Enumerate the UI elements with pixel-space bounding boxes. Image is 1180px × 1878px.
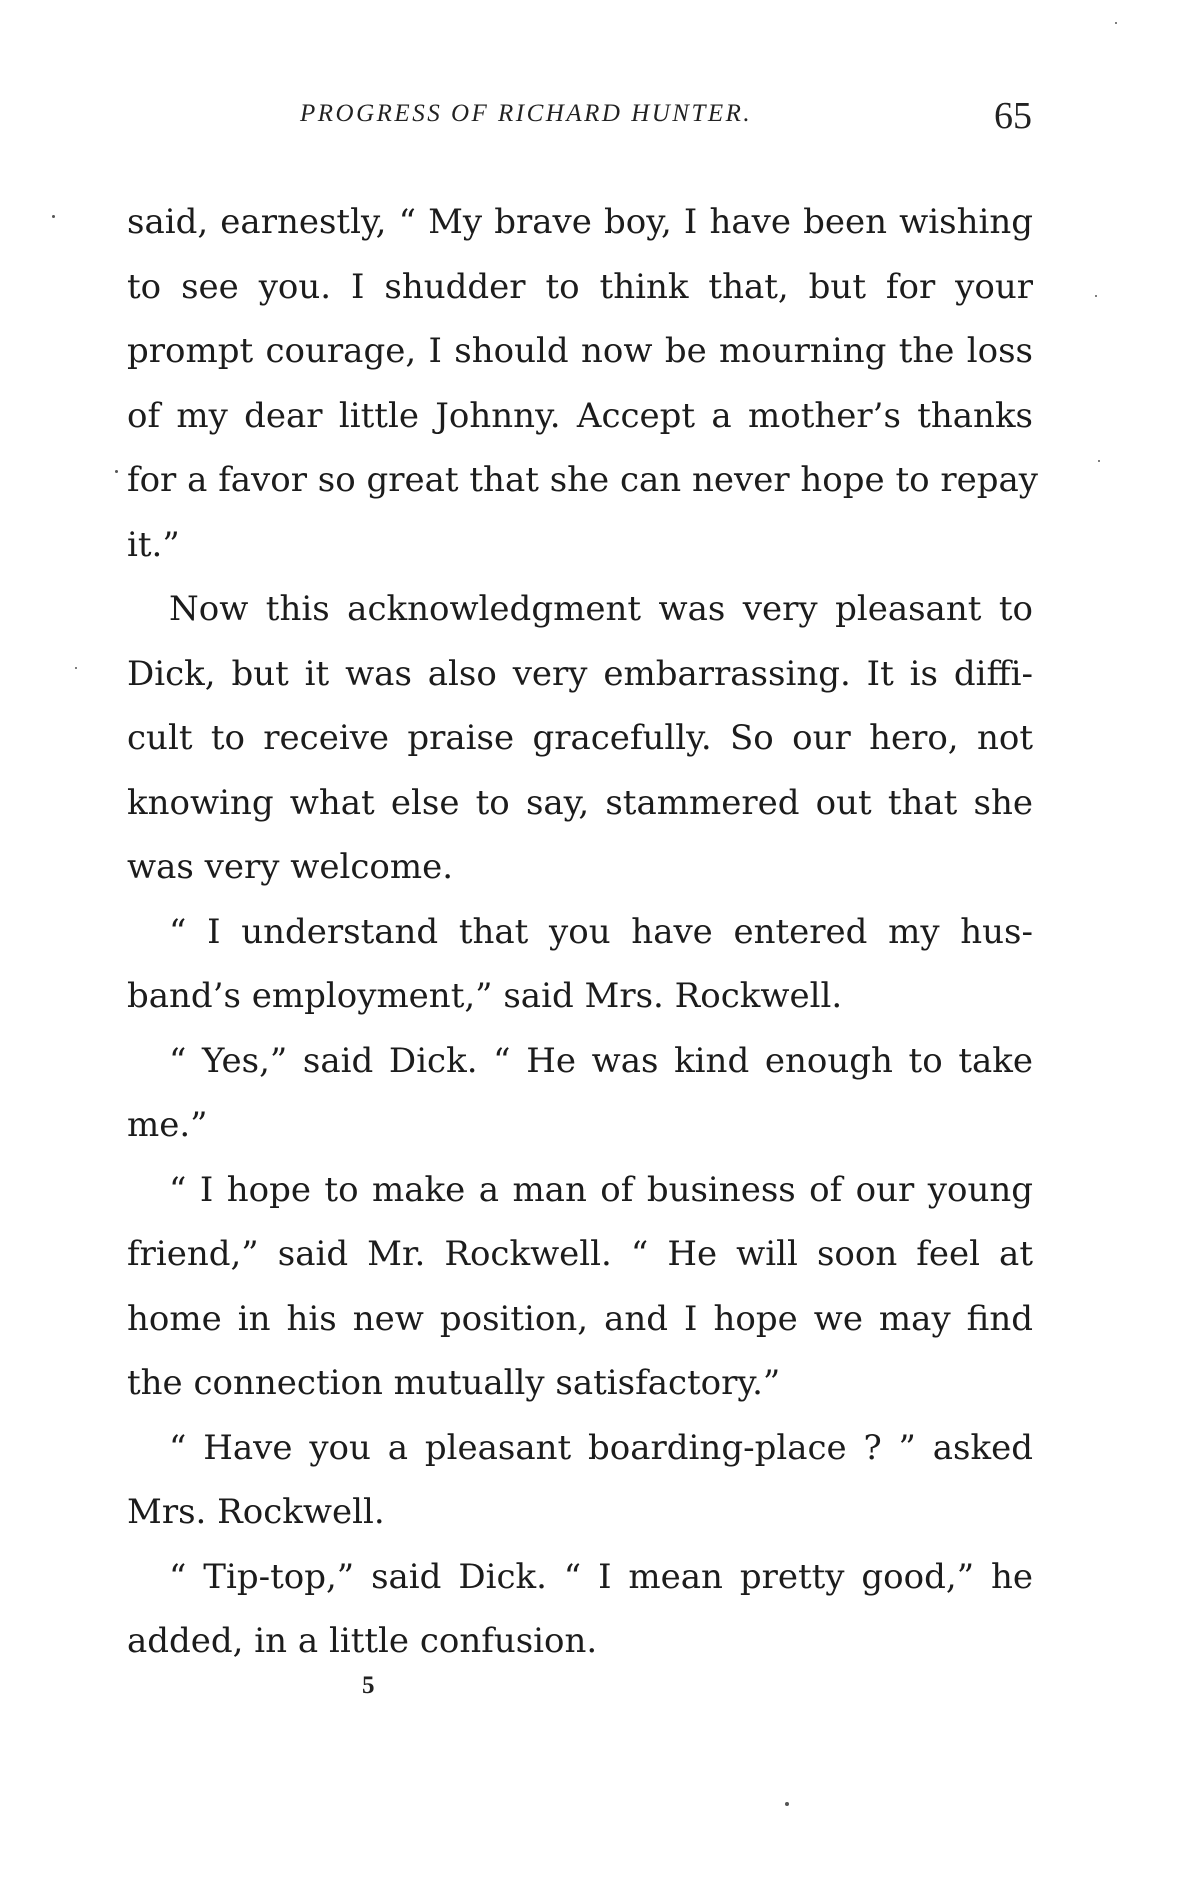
signature-mark: 5 <box>362 1672 375 1699</box>
text-line <box>127 706 1033 771</box>
text-line-content: it.” <box>127 524 180 565</box>
text-line-content: knowing what else to say, stammered out that she <box>127 782 1033 823</box>
text-line <box>127 448 1039 513</box>
text-line-content: “ I hope to make a man of business of our young <box>169 1169 1033 1210</box>
text-line <box>127 1545 1033 1610</box>
text-line-content: prompt courage, I should now be mourning the loss <box>127 331 1033 371</box>
text-line <box>127 384 1033 449</box>
text-line-content: Now this acknowledgment was very pleasant to <box>169 589 1033 629</box>
text-line-content: “ Yes,” said Dick. “ He was kind enough to take <box>169 1040 1033 1081</box>
text-line <box>127 771 1033 836</box>
text-line-content: of my dear little Johnny. Accept a mother’s thanks <box>127 395 1033 436</box>
text-line <box>127 1351 1033 1416</box>
text-line <box>127 964 1033 1029</box>
scan-speck <box>75 667 77 669</box>
text-line <box>127 642 1033 707</box>
page-number: 65 <box>994 95 1032 137</box>
text-line-content: “ Have you a pleasant boarding-place ? ” asked <box>169 1427 1033 1468</box>
text-line <box>127 577 1033 642</box>
scan-speck <box>1095 295 1097 297</box>
text-line-content: cult to receive praise gracefully. So our hero, not <box>127 718 1033 758</box>
text-line <box>127 1029 1033 1094</box>
text-line-content: Mrs. Rockwell. <box>127 1492 385 1532</box>
text-line <box>127 1480 1033 1545</box>
scan-speck <box>785 1802 789 1806</box>
scan-speck <box>115 470 118 473</box>
text-line <box>127 1609 1033 1674</box>
text-line <box>127 255 1033 320</box>
text-line-content: said, earnestly, “ My brave boy, I have been wishing <box>127 202 1033 242</box>
scan-speck <box>52 215 55 218</box>
text-line <box>127 1158 1033 1223</box>
scan-speck <box>1115 22 1117 24</box>
text-line-content: to see you. I shudder to think that, but for your <box>127 266 1033 307</box>
scan-speck <box>1098 460 1100 462</box>
text-line-content: for a favor so great that she can never hope to repay <box>127 460 1039 500</box>
text-line-content: was very welcome. <box>127 847 454 887</box>
text-line-content: Dick, but it was also very embarrassing. It is diffi- <box>127 653 1033 694</box>
text-line-content: “ Tip-top,” said Dick. “ I mean pretty good,” he <box>169 1556 1033 1597</box>
running-head: PROGRESS OF RICHARD HUNTER. <box>300 100 753 127</box>
text-line-content: band’s employment,” said Mrs. Rockwell. <box>127 976 843 1016</box>
text-line-content: the connection mutually satisfactory.” <box>127 1363 781 1403</box>
text-line-content: home in his new position, and I hope we may find <box>127 1298 1033 1339</box>
body-text <box>127 190 1039 1674</box>
text-line-content: me.” <box>127 1105 208 1145</box>
text-line-content: friend,” said Mr. Rockwell. “ He will soon feel at <box>127 1234 1033 1274</box>
text-line <box>127 1287 1033 1352</box>
text-line <box>127 513 1033 578</box>
text-line <box>127 900 1033 965</box>
text-line-content: added, in a little confusion. <box>127 1621 598 1661</box>
text-line <box>127 1416 1033 1481</box>
text-line <box>127 835 1033 900</box>
text-line <box>127 1222 1033 1287</box>
text-line <box>127 190 1033 255</box>
text-line-content: “ I understand that you have entered my hus- <box>169 911 1033 952</box>
text-line <box>127 1093 1033 1158</box>
text-line <box>127 319 1033 384</box>
